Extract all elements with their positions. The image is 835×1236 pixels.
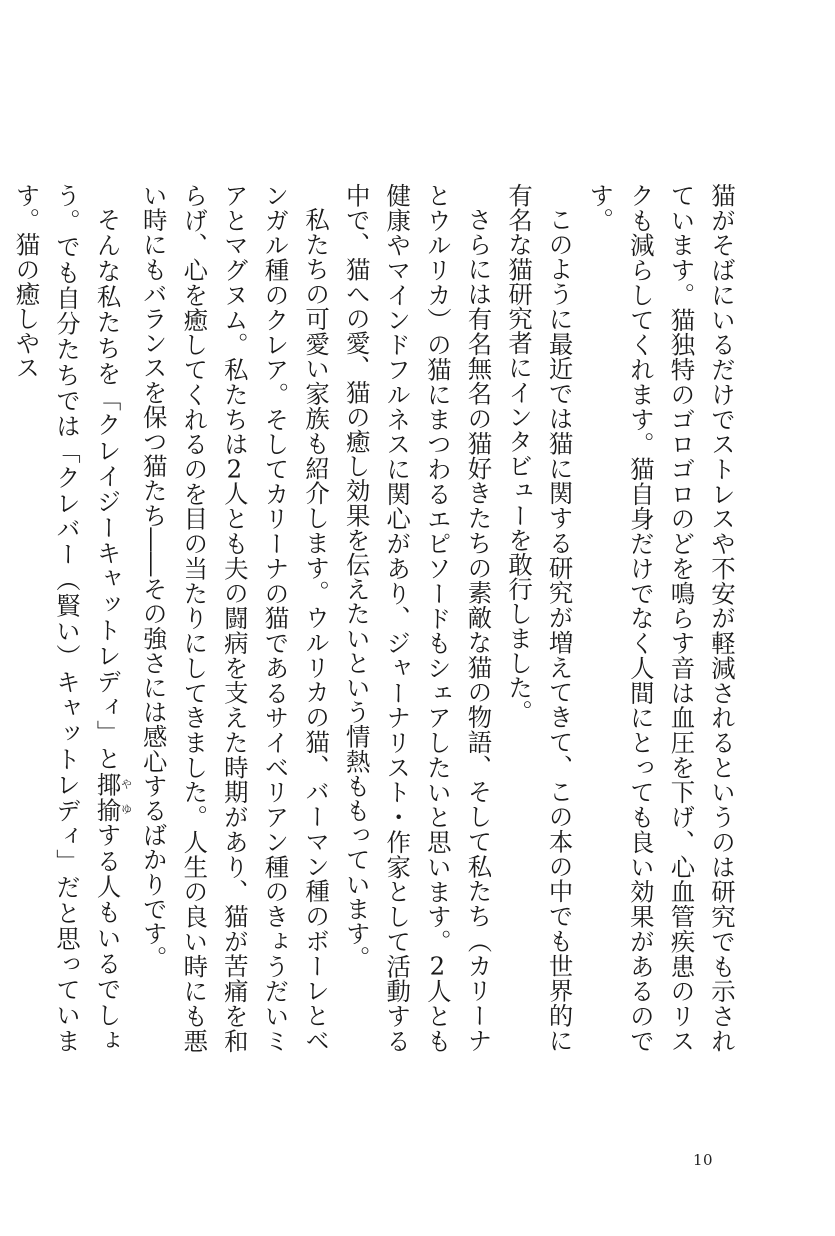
paragraph-3-text-a: さらには有名無名の猫好きたちの素敵な猫の物語、そして私たち（カリーナとウルリカ）の猫にまつわるエピソードもシェアしたいと思います。 <box>422 183 493 1053</box>
paragraph-4-number: 2 <box>226 456 243 481</box>
ruby-base: 揶揄 <box>92 771 122 824</box>
page-number: 10 <box>693 1151 714 1169</box>
paragraph-4 <box>132 183 335 1053</box>
paragraph-1-text: 猫がそばにいるだけでストレスや不安が軽減されるというのは研究でも示されています。猫独特のゴロゴロのどを鳴らす音は血圧を下げ、心血管疾患のリスクも減らしてくれます。猫自身だけでなく人間にとっても良い効果があるのです。 <box>585 183 736 1053</box>
paragraph-4-text-b: 人とも夫の闘病を支えた時期があり、猫が苦痛を和らげ、心を癒してくれるのを目の当たりにしてきました。人生の良い時にも悪い時にもバランスを保つ猫たち――その強さには感心するばかりです。 <box>138 183 249 1053</box>
paragraph-3-text-b: 人とも健康やマインドフルネスに関心があり、ジャーナリスト・作家として活動する中で、猫への愛、猫の癒し効果を伝えたいという情熱ももっています。 <box>341 183 452 1053</box>
paragraph-5-text-a: そんな私たちを「クレイジーキャットレディ」と <box>92 207 122 772</box>
vertical-text-body <box>11 183 741 1053</box>
paragraph-1 <box>579 183 741 1053</box>
paragraph-5-text-b: する人もいるでしょう。でも自分たちでは「クレバー（賢い）キャットレディ」だと思っています。猫の癒しやス <box>11 183 122 1053</box>
paragraph-5 <box>5 183 132 1053</box>
ruby-reading: やゆ <box>119 771 133 823</box>
paragraph-2-text: このように最近では猫に関する研究が増えてきて、この本の中でも世界的に有名な猫研究者にインタビューを敢行しました。 <box>504 183 574 1053</box>
ruby-annotation <box>92 771 133 824</box>
paragraph-4-text-a: 私たちの可愛い家族も紹介します。ウルリカの猫、バーマン種のボーレとベンガル種のクレア。そしてカリーナの猫であるサイベリアン種のきょうだいミアとマグヌム。私たちは <box>219 183 331 1053</box>
paragraph-2 <box>497 183 578 1053</box>
paragraph-3 <box>335 183 497 1053</box>
paragraph-3-number: 2 <box>429 953 446 979</box>
